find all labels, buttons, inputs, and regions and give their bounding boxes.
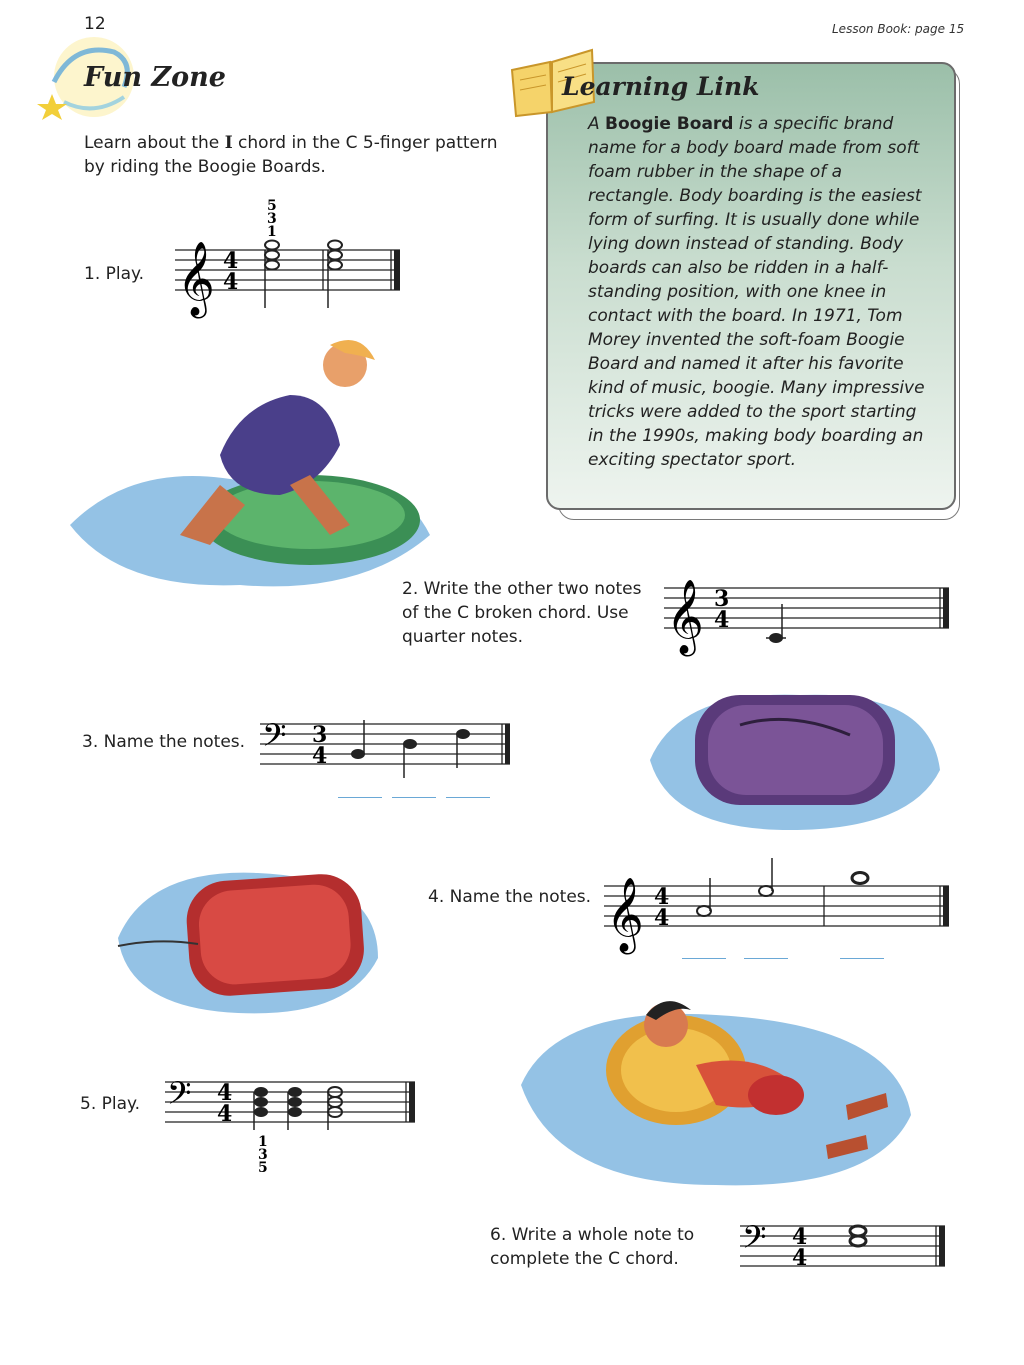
bass-clef-icon: 𝄢 bbox=[742, 1219, 767, 1263]
svg-text:5: 5 bbox=[258, 1160, 268, 1176]
learning-link-text: A Boogie Board is a specific brand name for a body board made from soft foam rubber in the shape of a rectangle. Body boarding is the easiest form of surfing. It is usually done while lying down instead of standing. Body boards can also be ridden in a half-standing position, with one knee in contact with the board. In 1971, Tom Morey invented the soft-foam Boogie Board and named it after his favorite kind of music, boogie. Many impressive tricks were added to the sport starting in the 1990s, making body boarding an exciting spectator sport. bbox=[588, 114, 925, 470]
svg-text:5: 5 bbox=[267, 198, 277, 214]
svg-text:3: 3 bbox=[714, 586, 730, 612]
lesson-reference: Lesson Book: page 15 bbox=[832, 22, 965, 36]
svg-text:4: 4 bbox=[223, 248, 239, 274]
exercise-4-label: 4. Name the notes. bbox=[428, 887, 592, 907]
answer-blank[interactable] bbox=[840, 958, 884, 959]
exercise-1-staff bbox=[175, 190, 405, 320]
page-number: 12 bbox=[84, 14, 106, 34]
svg-text:4: 4 bbox=[714, 607, 730, 633]
exercise-5-staff bbox=[165, 1068, 420, 1183]
exercise-3-staff bbox=[260, 700, 520, 780]
svg-text:3: 3 bbox=[312, 722, 328, 748]
answer-blank[interactable] bbox=[744, 958, 788, 959]
purple-boogie-board-illustration bbox=[640, 670, 950, 845]
svg-text:4: 4 bbox=[312, 743, 328, 769]
svg-text:4: 4 bbox=[217, 1101, 233, 1127]
exercise-5-label: 5. Play. bbox=[80, 1094, 141, 1114]
answer-blank[interactable] bbox=[392, 797, 436, 798]
exercise-6-staff bbox=[740, 1210, 950, 1280]
svg-text:3: 3 bbox=[258, 1147, 268, 1163]
svg-text:4: 4 bbox=[217, 1080, 233, 1106]
exercise-1-label: 1. Play. bbox=[84, 264, 145, 284]
exercise-3-label: 3. Name the notes. bbox=[82, 732, 246, 752]
answer-blank[interactable] bbox=[338, 797, 382, 798]
exercise-6-label: 6. Write a whole note to complete the C chord. bbox=[490, 1225, 695, 1269]
girl-on-boogie-board-illustration bbox=[60, 335, 440, 600]
exercise-4-staff bbox=[604, 856, 954, 956]
svg-text:4: 4 bbox=[654, 884, 670, 910]
learning-link-title: Learning Link bbox=[562, 72, 760, 101]
svg-text:4: 4 bbox=[792, 1224, 808, 1250]
treble-clef-icon: 𝄞 bbox=[606, 878, 644, 952]
treble-clef-icon: 𝄞 bbox=[666, 580, 704, 654]
answer-blank[interactable] bbox=[446, 797, 490, 798]
svg-text:1: 1 bbox=[258, 1134, 268, 1150]
svg-text:4: 4 bbox=[223, 269, 239, 295]
treble-clef-icon: 𝄞 bbox=[177, 242, 215, 316]
red-boogie-board-illustration bbox=[108, 858, 388, 1023]
svg-text:4: 4 bbox=[792, 1245, 808, 1271]
answer-blank[interactable] bbox=[682, 958, 726, 959]
bass-clef-icon: 𝄢 bbox=[167, 1075, 192, 1119]
svg-text:1: 1 bbox=[267, 224, 277, 240]
fun-zone-title: Fun Zone bbox=[84, 62, 226, 93]
svg-text:4: 4 bbox=[654, 905, 670, 931]
exercise-2-staff bbox=[664, 560, 954, 660]
intro-text: Learn about the I chord in the C 5-finger pattern by riding the Boogie Boards. bbox=[84, 133, 498, 177]
svg-text:3: 3 bbox=[267, 211, 277, 227]
boy-on-boogie-board-illustration bbox=[516, 975, 916, 1200]
bass-clef-icon: 𝄢 bbox=[262, 717, 287, 761]
exercise-2-label: 2. Write the other two notes of the C broken chord. Use quarter notes. bbox=[402, 579, 642, 647]
